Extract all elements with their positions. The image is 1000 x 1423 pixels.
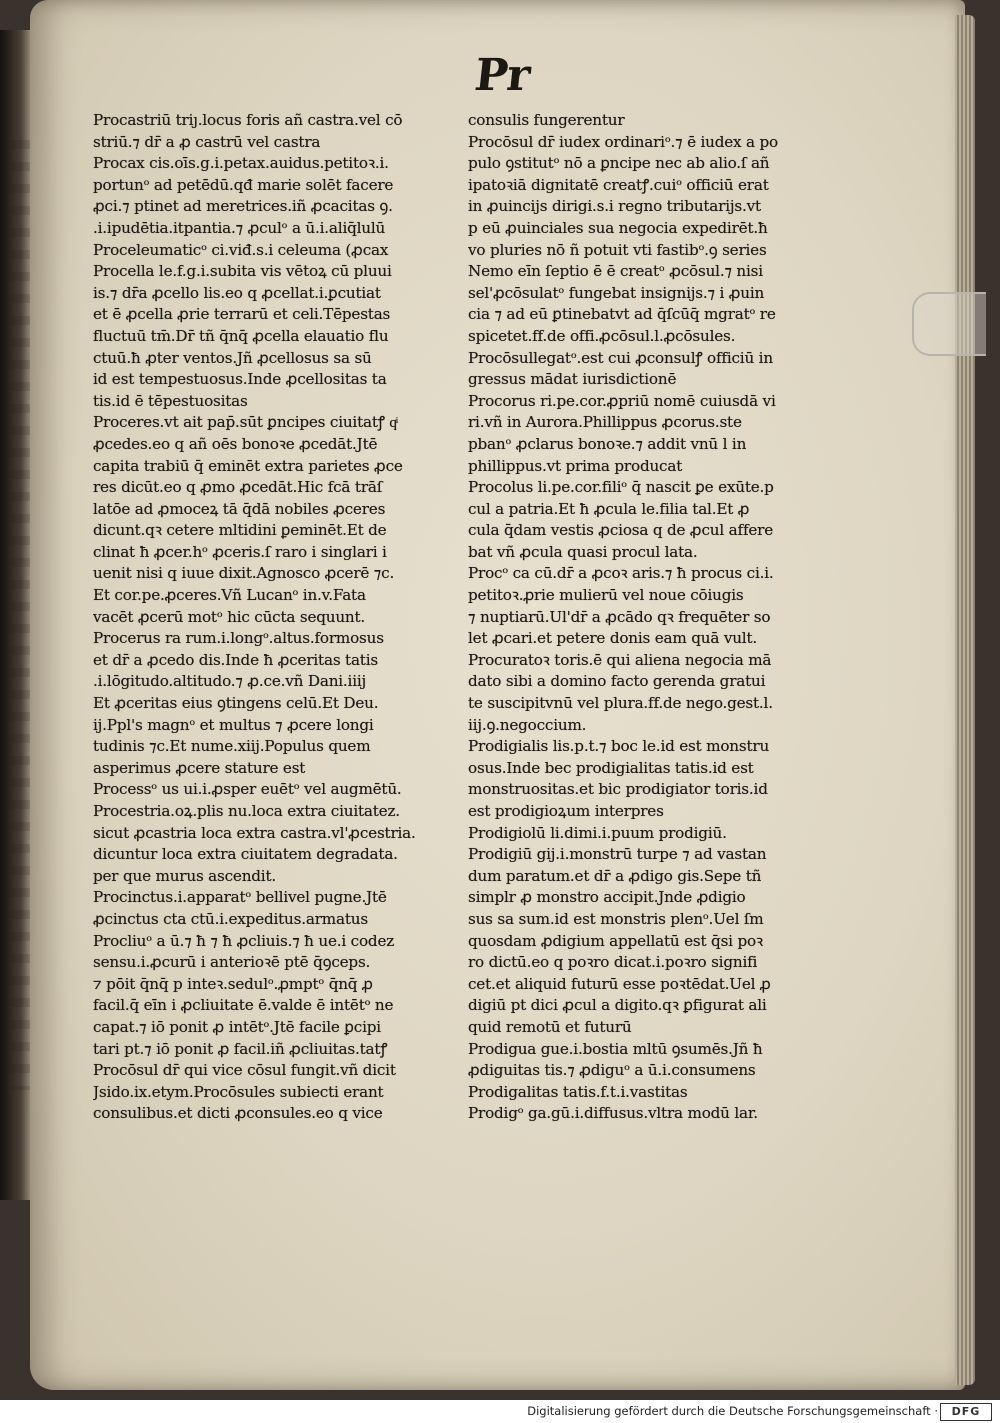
text-line: in ꝓuincijs dirigi.s.i regno tributarijs.vt: [468, 197, 761, 216]
text-line: iij.ꝯ.negoccium.: [468, 715, 587, 734]
text-line: Prodigalitas tatis.f.t.i.vastitas: [468, 1082, 688, 1101]
text-line: fluctuū tm̄.Dr̄ tñ q̄nq̄ ꝓcella elauatio flu: [93, 326, 389, 345]
text-line: bat vñ ꝓcula quasi procul lata.: [468, 542, 698, 561]
text-line: Prodigiū gij.i.monstrū turpe ⁊ ad vastan: [468, 845, 767, 864]
text-line: sus sa sum.id est monstris plenᵒ.Uel ſm: [468, 909, 764, 928]
running-head: Pr: [472, 50, 532, 101]
text-line: Prodigᵒ ga.gū.i.diffusus.vltra modū lar.: [468, 1104, 758, 1123]
text-line: petitoꝛ.ꝓrie mulierū vel noue cōiugis: [468, 586, 744, 605]
text-line: id est tempestuosus.Inde ꝓcellositas ta: [93, 370, 387, 389]
text-line: per que murus ascendit.: [93, 866, 276, 885]
text-line: clinat ħ ꝓcer.hᵒ ꝓceris.ſ raro i singlari i: [93, 542, 387, 561]
footer-bar: [0, 1400, 1000, 1423]
text-line: vacēt ꝓcerū motᵒ hic cūcta sequunt.: [93, 607, 366, 626]
text-line: portunᵒ ad petēdū.qđ marie solēt facere: [93, 175, 394, 194]
text-line: cul a patria.Et ħ ꝓcula le.filia tal.Et ꝓ: [468, 499, 750, 518]
text-line: capita trabiū q̄ eminēt extra parietes ꝓce: [93, 456, 403, 475]
text-line: sicut ꝓcastria loca extra castra.vl'ꝓcestria.: [93, 823, 416, 842]
text-line: res dicūt.eo q ꝓmo ꝓcedāt.Hic fcā trāſ: [93, 478, 383, 497]
text-line: simplr ꝓ monstro accipit.Jnde ꝓdigio: [468, 888, 746, 907]
text-line: dum paratum.et dr̄ a ꝓdigo gis.Sepe tñ: [468, 866, 762, 885]
text-line: digiū pt dici ꝓcul a digito.qꝛ ꝑfigurat ali: [468, 996, 767, 1015]
text-line: cet.et aliquid futurū esse poꝛtēdat.Uel ꝓ: [468, 974, 771, 993]
text-line: facil.q̄ eīn i ꝓcliuitate ē.valde ē intētᵒ ne: [93, 996, 394, 1015]
text-line: dato sibi a domino facto gerenda gratui: [468, 672, 766, 691]
text-line: osus.Inde bec prodigialitas tatis.id est: [468, 758, 754, 777]
text-line: ro dictū.eo q poꝛro dicat.i.poꝛro signifi: [468, 953, 758, 972]
text-line: sel'ꝓcōsulatᵒ fungebat insignijs.⁊ i ꝓuin: [468, 283, 765, 302]
text-line: let ꝓcari.et petere donis eam quā vult.: [468, 629, 757, 648]
left-column: [93, 110, 465, 1125]
text-line: ⁊ pōit q̄nq̄ p inteꝛ.sedulᵒ.ꝓmptᵒ q̄nq̄ ꝓ: [93, 974, 373, 993]
text-line: Procōsul dr̄ iudex ordinariᵒ.⁊ ē iudex a po: [468, 132, 778, 151]
text-line: ij.Ppl's magnᵒ et multus ⁊ ꝓcere longi: [93, 715, 374, 734]
text-line: Procōsul dr̄ qui vice cōsul fungit.vñ dicit: [93, 1061, 396, 1080]
text-line: spicetet.ff.de offi.ꝓcōsul.l.ꝓcōsules.: [468, 326, 736, 345]
text-line: Proceleumaticᵒ ci.viđ.s.i celeuma (ꝓcax: [93, 240, 389, 259]
text-line: striū.⁊ dr̄ a ꝓ castrū vel castra: [93, 132, 321, 151]
digitization-credit: Digitalisierung gefördert durch die Deutsche Forschungsgemeinschaft ·: [527, 1404, 938, 1418]
text-line: Et ꝓceritas eius ꝯtingens celū.Et Deu.: [93, 694, 379, 713]
text-line: tis.id ē tēpestuositas: [93, 391, 248, 410]
text-line: Prodigua gue.i.bostia mltū ꝯsumēs.Jñ ħ: [468, 1039, 763, 1058]
text-line: et ē ꝓcella ꝓrie terrarū et celi.Tēpestas: [93, 305, 391, 324]
text-line: phillippus.vt prima producat: [468, 456, 683, 475]
text-line: quid remotū et futurū: [468, 1017, 632, 1036]
text-line: consulis fungerentur: [468, 111, 625, 129]
text-line: vo pluries nō ñ potuit vti fastibᵒ.ꝯ series: [468, 240, 767, 259]
text-line: dicuntur loca extra ciuitatem degradata.: [93, 845, 398, 864]
text-line: ꝓcinctus cta ctū.i.expeditus.armatus: [93, 909, 368, 928]
text-line: Procᵒ ca cū.dr̄ a ꝓcoꝛ aris.⁊ ħ procus ci.i.: [468, 564, 774, 583]
text-line: dicunt.qꝛ cetere mltidini ꝑeminēt.Et de: [93, 521, 387, 540]
text-line: ⁊ nuptiarū.Ul'dr̄ a ꝓcādo qꝛ frequēter so: [468, 607, 771, 626]
text-line: Prodigialis lis.p.t.⁊ boc le.id est monstru: [468, 737, 770, 756]
text-line: capat.⁊ iō ponit ꝓ intētᵒ.Jtē facile ꝑcipi: [93, 1017, 381, 1036]
text-line: Procōsullegatᵒ.est cui ꝓconsulꝭ officiū in: [468, 348, 773, 367]
text-line: tudinis ⁊c.Et nume.xiij.Populus quem: [93, 737, 371, 756]
text-line: pulo ꝯstitutᵒ nō a ꝑncipe nec ab alio.ſ añ: [468, 154, 770, 173]
text-line: Procerus ra rum.i.longᵒ.altus.formosus: [93, 629, 384, 648]
text-line: .i.lōgitudo.altitudo.⁊ ꝓ.ce.vñ Dani.iiij: [93, 672, 367, 691]
text-line: tari pt.⁊ iō ponit ꝓ facil.iñ ꝓcliuitas.tatꝭ: [93, 1039, 388, 1058]
book-page: [30, 0, 965, 1390]
text-line: ꝓdiguitas tis.⁊ ꝓdiguᵒ a ū.i.consumens: [468, 1061, 756, 1080]
text-line: Procuratoꝛ toris.ē qui aliena negocia mā: [468, 650, 772, 669]
text-line: Procliuᵒ a ū.⁊ ħ ⁊ ħ ꝓcliuis.⁊ ħ ue.i codez: [93, 931, 395, 950]
page-stack-edge: [955, 15, 975, 1385]
text-line: monstruositas.et bic prodigiator toris.id: [468, 780, 768, 799]
text-line: Et cor.pe.ꝓceres.Vñ Lucanᵒ in.v.Fata: [93, 586, 366, 605]
text-line: p eū ꝓuinciales sua negocia expedirēt.ħ: [468, 218, 768, 237]
text-line: et dr̄ a ꝓcedo dis.Inde ħ ꝓceritas tatis: [93, 650, 378, 669]
page-clip: [912, 292, 986, 356]
text-line: Proceres.vt ait pap̄.sūt ꝑncipes ciuitatꝭ qͥ: [93, 413, 397, 432]
text-line: .i.ipudētia.itpantia.⁊ ꝓculᵒ a ū.i.aliq̄lulū: [93, 218, 386, 237]
text-line: Jsido.ix.etym.Procōsules subiecti erant: [93, 1082, 384, 1101]
text-line: te suscipitvnū vel plura.ff.de nego.gest.l.: [468, 694, 773, 713]
text-line: latōe ad ꝓmoceꝝ tā q̄dā nobiles ꝓceres: [93, 499, 386, 518]
text-line: ꝓci.⁊ ptinet ad meretrices.iñ ꝓcacitas ꝯ.: [93, 197, 393, 216]
text-line: ri.vñ in Aurora.Phillippus ꝓcorus.ste: [468, 413, 742, 432]
text-line: sensu.i.ꝓcurū i anterioꝛē ptē q̄ꝯceps.: [93, 953, 371, 972]
text-line: Procella le.f.g.i.subita vis vētoꝝ cū pluui: [93, 262, 392, 281]
text-line: cula q̄dam vestis ꝓciosa q de ꝓcul affere: [468, 521, 773, 540]
text-line: gressus mādat iurisdictionē: [468, 370, 677, 389]
text-line: Procorus ri.pe.cor.ꝓpriū nomē cuiusdā vi: [468, 391, 776, 410]
right-column: [468, 110, 840, 1125]
text-line: consulibus.et dicti ꝓconsules.eo q vice: [93, 1104, 383, 1123]
text-line: ctuū.ħ ꝓter ventos.Jñ ꝓcellosus sa sū: [93, 348, 372, 367]
text-line: Procastriū triȷ.locus foris añ castra.vel cō: [93, 111, 403, 129]
text-line: Procestria.oꝝ.plis nu.loca extra ciuitatez.: [93, 802, 400, 820]
text-line: uenit nisi q iuue dixit.Agnosco ꝓcerē ⁊c.: [93, 564, 395, 583]
text-line: pbanᵒ ꝓclarus bonoꝛe.⁊ addit vnū l in: [468, 434, 747, 453]
text-line: Procinctus.i.apparatᵒ bellivel pugne.Jtē: [93, 888, 387, 907]
text-line: is.⁊ dr̄a ꝓcello lis.eo q ꝓcellat.i.ꝑcutiat: [93, 283, 381, 302]
text-line: ipatoꝛiā dignitatē creatꝭ.cuiᵒ officiū erat: [468, 175, 769, 194]
text-line: quosdam ꝓdigium appellatū est q̄si poꝛ: [468, 931, 763, 950]
text-line: ꝓcedes.eo q añ oēs bonoꝛe ꝓcedāt.Jtē: [93, 434, 378, 453]
text-line: cia ⁊ ad eū ꝑtinebatvt ad q̄ſcūq̄ mgratᵒ re: [468, 305, 776, 324]
text-line: Procax cis.oīs.g.i.petax.auidus.petitoꝛ.i.: [93, 154, 389, 173]
text-line: Nemo eīn ſeptio ē ē creatᵒ ꝓcōsul.⁊ nisi: [468, 262, 763, 281]
text-line: Prodigiolū li.dimi.i.puum prodigiū.: [468, 823, 727, 842]
text-line: Processᵒ us ui.i.ꝓsper euētᵒ vel augmētū.: [93, 780, 402, 799]
text-line: asperimus ꝓcere stature est: [93, 758, 306, 777]
text-line: est prodigioꝝum interpres: [468, 802, 664, 820]
text-line: Procolus li.pe.cor.filiᵒ q̄ nascit ꝑe exūte.p: [468, 478, 774, 497]
dfg-logo[interactable]: DFG: [940, 1403, 992, 1421]
